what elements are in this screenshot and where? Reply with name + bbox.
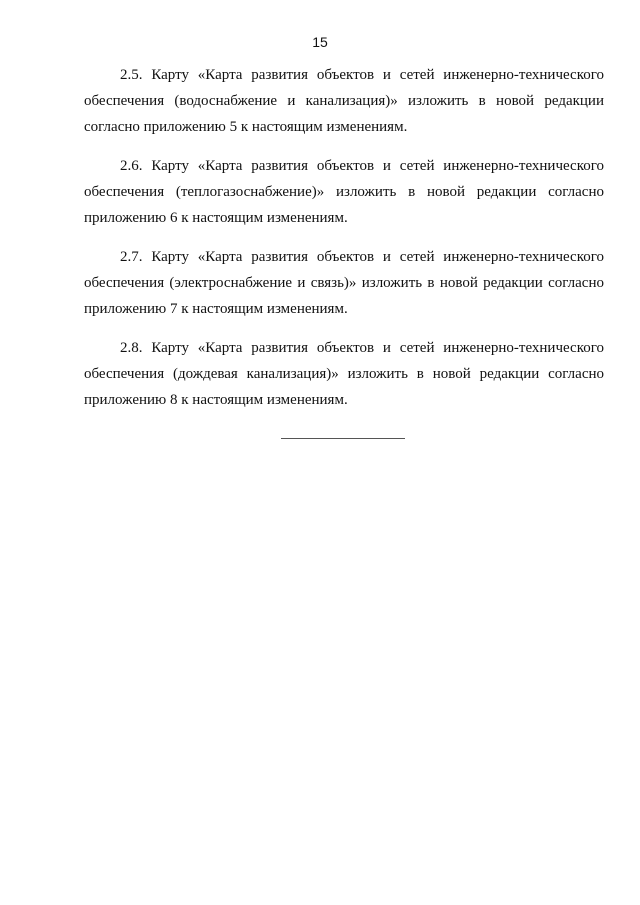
paragraph-2-8: 2.8. Карту «Карта развития объектов и сетей инженерно-технического обеспечения (дождевая канализация)» изложить в новой редакции согласно приложению 8 к настоящим изменениям. [84, 340, 604, 408]
page-number: 15 [312, 34, 328, 50]
paragraph-2-5: 2.5. Карту «Карта развития объектов и сетей инженерно-технического обеспечения (водоснабжение и канализация)» изложить в новой редакции согласно приложению 5 к настоящим изменениям. [84, 67, 604, 135]
end-of-text-separator [281, 438, 405, 439]
document-body [84, 62, 604, 426]
paragraph-2-7: 2.7. Карту «Карта развития объектов и сетей инженерно-технического обеспечения (электроснабжение и связь)» изложить в новой редакции согласно приложению 7 к настоящим изменениям. [84, 249, 604, 317]
paragraph-2-6: 2.6. Карту «Карта развития объектов и сетей инженерно-технического обеспечения (теплогазоснабжение)» изложить в новой редакции согласно приложению 6 к настоящим изменениям. [84, 158, 604, 226]
